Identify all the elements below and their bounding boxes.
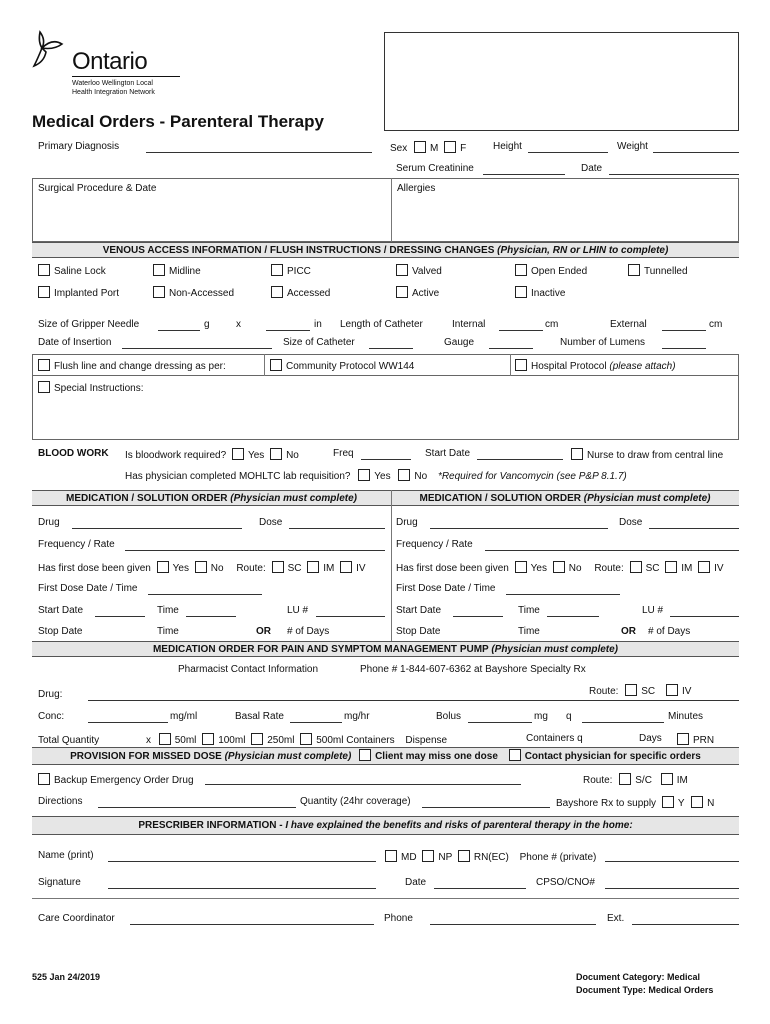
num-lumens-label: Number of Lumens <box>560 337 646 348</box>
active-option[interactable]: Active <box>396 286 439 299</box>
height-field[interactable] <box>528 143 608 153</box>
qty-50ml-checkbox[interactable] <box>159 733 171 745</box>
bloodwork-required-row: Is bloodwork required? Yes No <box>125 450 299 461</box>
med1-start-time-field[interactable] <box>186 607 236 617</box>
g-unit: g <box>204 319 210 330</box>
sex-label: Sex <box>390 143 408 154</box>
external-label: External <box>610 319 647 330</box>
in-unit: in <box>314 319 322 330</box>
missed-route-sc-checkbox[interactable] <box>619 773 631 785</box>
freq-label: Freq <box>333 448 354 459</box>
implanted-port-option[interactable]: Implanted Port <box>38 286 119 299</box>
med2-first-dose-no-checkbox[interactable] <box>553 561 565 573</box>
med1-stop-date-label: Stop Date <box>38 626 83 637</box>
implanted-port-checkbox[interactable] <box>38 286 50 298</box>
med2-first-dose-date-label: First Dose Date / Time <box>396 583 496 594</box>
weight-label: Weight <box>617 141 648 152</box>
sex-m-checkbox[interactable] <box>414 141 426 153</box>
med1-lu-field[interactable] <box>316 607 385 617</box>
bayshore-y-checkbox[interactable] <box>662 796 674 808</box>
med1-stop-time-label: Time <box>157 626 179 637</box>
valved-checkbox[interactable] <box>396 264 408 276</box>
pump-route-iv-checkbox[interactable] <box>666 684 678 696</box>
serum-creatinine-label: Serum Creatinine <box>396 163 474 174</box>
rnec-checkbox[interactable] <box>458 850 470 862</box>
num-lumens-field[interactable] <box>662 339 706 349</box>
care-coordinator-field[interactable] <box>130 915 374 925</box>
backup-drug-field[interactable] <box>205 775 521 785</box>
bolus-label: Bolus <box>436 711 462 722</box>
freq-field[interactable] <box>361 450 411 460</box>
date-insertion-field[interactable] <box>122 339 272 349</box>
pump-drug-label: Drug: <box>38 689 63 700</box>
missed-route-row: Route: S/C IM <box>583 775 688 786</box>
prescriber-name-field[interactable] <box>108 852 376 862</box>
gauge-label: Gauge <box>444 337 475 348</box>
creatinine-date-field[interactable] <box>609 165 739 175</box>
medication-band-right: MEDICATION / SOLUTION ORDER (Physician must complete) <box>391 490 739 506</box>
client-miss-checkbox[interactable] <box>359 749 371 761</box>
primary-diagnosis-label: Primary Diagnosis <box>38 141 120 152</box>
qty-500ml-checkbox[interactable] <box>300 733 312 745</box>
directions-label: Directions <box>38 796 83 807</box>
med1-route-im-checkbox[interactable] <box>307 561 319 573</box>
md-checkbox[interactable] <box>385 850 397 862</box>
pump-route-sc-checkbox[interactable] <box>625 684 637 696</box>
sex-f-checkbox[interactable] <box>444 141 456 153</box>
med1-first-dose-date-label: First Dose Date / Time <box>38 583 138 594</box>
ontario-logo <box>32 30 182 102</box>
backup-drug-option[interactable]: Backup Emergency Order Drug <box>38 773 194 786</box>
med2-or-label: OR <box>621 626 636 637</box>
bayshore-n-checkbox[interactable] <box>691 796 703 808</box>
internal-label: Internal <box>452 319 486 330</box>
logo-rule <box>72 76 180 77</box>
tunnelled-option[interactable]: Tunnelled <box>628 264 688 277</box>
size-catheter-field[interactable] <box>369 339 413 349</box>
mgml-unit: mg/ml <box>170 711 198 722</box>
prescriber-band: PRESCRIBER INFORMATION - I have explained the benefits and risks of parenteral therapy in the home: <box>32 816 739 835</box>
med2-lu-label: LU # <box>642 605 664 616</box>
document-type: Document Type: Medical Orders <box>576 985 714 995</box>
np-checkbox[interactable] <box>422 850 434 862</box>
community-protocol-option[interactable]: Community Protocol WW144 <box>270 359 414 372</box>
nurse-draw-checkbox[interactable] <box>571 448 583 460</box>
med1-or-label: OR <box>256 626 271 637</box>
prn-option[interactable]: PRN <box>677 733 714 746</box>
basal-rate-label: Basal Rate <box>235 711 284 722</box>
total-quantity-row: Total Quantity x 50ml 100ml 250ml 500ml Containers Dispense <box>38 735 448 746</box>
med2-freq-field[interactable] <box>485 541 739 551</box>
pump-route-row: Route: SC IV <box>589 686 692 697</box>
bayshore-supply-row: Bayshore Rx to supply Y N <box>556 798 715 809</box>
prn-checkbox[interactable] <box>677 733 689 745</box>
accessed-option[interactable]: Accessed <box>271 286 330 299</box>
hospital-protocol-checkbox[interactable] <box>515 359 527 371</box>
med1-first-dose-no-checkbox[interactable] <box>195 561 207 573</box>
cpso-label: CPSO/CNO# <box>536 877 595 888</box>
directions-field[interactable] <box>98 798 296 808</box>
med2-start-date-label: Start Date <box>396 605 442 616</box>
page-title: Medical Orders - Parenteral Therapy <box>32 112 324 131</box>
serum-creatinine-field[interactable] <box>483 165 565 175</box>
gripper-gauge-field[interactable] <box>158 321 200 331</box>
hospital-protocol-option[interactable]: Hospital Protocol (please attach) <box>515 359 676 372</box>
med2-drug-field[interactable] <box>430 519 608 529</box>
med2-drug-label: Drug <box>396 517 418 528</box>
med1-freq-label: Frequency / Rate <box>38 539 115 550</box>
containers-q-label: Containers q <box>526 733 583 744</box>
saline-lock-checkbox[interactable] <box>38 264 50 276</box>
form-id: 525 Jan 24/2019 <box>32 972 101 982</box>
sex-m-label: M <box>430 143 439 154</box>
gripper-size-label: Size of Gripper Needle <box>38 319 140 330</box>
bloodwork-no-checkbox[interactable] <box>270 448 282 460</box>
sex-row <box>390 141 466 154</box>
q-label: q <box>566 711 572 722</box>
internal-field[interactable] <box>499 321 543 331</box>
contact-physician-checkbox[interactable] <box>509 749 521 761</box>
care-phone-field[interactable] <box>430 915 596 925</box>
med1-drug-label: Drug <box>38 517 60 528</box>
bloodwork-yes-checkbox[interactable] <box>232 448 244 460</box>
med1-start-date-field[interactable] <box>95 607 145 617</box>
med1-start-date-label: Start Date <box>38 605 84 616</box>
qty-100ml-checkbox[interactable] <box>202 733 214 745</box>
surgical-label: Surgical Procedure & Date <box>38 183 157 194</box>
saline-lock-option[interactable]: Saline Lock <box>38 264 106 277</box>
med2-stop-date-label: Stop Date <box>396 626 441 637</box>
valved-option[interactable]: Valved <box>396 264 442 277</box>
med1-first-dose-date-field[interactable] <box>148 585 262 595</box>
med2-stop-time-label: Time <box>518 626 540 637</box>
nurse-draw-option[interactable]: Nurse to draw from central line <box>571 448 723 461</box>
care-phone-label: Phone <box>384 913 413 924</box>
care-ext-label: Ext. <box>607 913 625 924</box>
med2-freq-label: Frequency / Rate <box>396 539 473 550</box>
picc-option[interactable]: PICC <box>271 264 311 277</box>
active-checkbox[interactable] <box>396 286 408 298</box>
flush-line-checkbox[interactable] <box>38 359 50 371</box>
external-field[interactable] <box>662 321 706 331</box>
community-protocol-checkbox[interactable] <box>270 359 282 371</box>
med1-route-sc-checkbox[interactable] <box>272 561 284 573</box>
med1-freq-field[interactable] <box>125 541 385 551</box>
medication-band-left: MEDICATION / SOLUTION ORDER (Physician must complete) <box>32 490 391 506</box>
bolus-interval-field[interactable] <box>582 713 664 723</box>
patient-label-box[interactable] <box>384 32 739 131</box>
conc-label: Conc: <box>38 711 65 722</box>
phone-private-field[interactable] <box>605 852 739 862</box>
signature-label: Signature <box>38 877 81 888</box>
cpso-field[interactable] <box>605 879 739 889</box>
inactive-option[interactable]: Inactive <box>515 286 565 299</box>
weight-field[interactable] <box>653 143 739 153</box>
mg-unit: mg <box>534 711 548 722</box>
bloodwork-label: BLOOD WORK <box>38 448 109 459</box>
date-insertion-label: Date of Insertion <box>38 337 112 348</box>
accessed-checkbox[interactable] <box>271 286 283 298</box>
bayshore-phone: Phone # 1-844-607-6362 at Bayshore Specialty Rx <box>360 664 586 675</box>
med2-dose-field[interactable] <box>649 519 739 529</box>
med2-route-sc-checkbox[interactable] <box>630 561 642 573</box>
picc-checkbox[interactable] <box>271 264 283 276</box>
med1-first-dose-yes-checkbox[interactable] <box>157 561 169 573</box>
days-label: Days <box>639 733 662 744</box>
med2-start-date-field[interactable] <box>453 607 503 617</box>
med2-route-im-checkbox[interactable] <box>665 561 677 573</box>
length-catheter-label: Length of Catheter <box>340 319 423 330</box>
divider <box>391 178 392 242</box>
care-ext-field[interactable] <box>632 915 739 925</box>
med2-first-dose-date-field[interactable] <box>506 585 620 595</box>
med1-lu-label: LU # <box>287 605 309 616</box>
venous-band: VENOUS ACCESS INFORMATION / FLUSH INSTRUCTIONS / DRESSING CHANGES (Physician, RN or LHIN to complete) <box>32 242 739 258</box>
open-ended-checkbox[interactable] <box>515 264 527 276</box>
pump-band: MEDICATION ORDER FOR PAIN AND SYMPTOM MANAGEMENT PUMP (Physician must complete) <box>32 641 739 657</box>
quantity-field[interactable] <box>422 798 550 808</box>
prescriber-date-label: Date <box>405 877 427 888</box>
height-label: Height <box>493 141 522 152</box>
missed-route-im-checkbox[interactable] <box>661 773 673 785</box>
minutes-unit: Minutes <box>668 711 704 722</box>
med1-first-dose-row: Has first dose been given Yes No Route: SC IM IV <box>38 563 366 574</box>
primary-diagnosis-field[interactable] <box>146 143 372 153</box>
flush-line-option[interactable]: Flush line and change dressing as per: <box>38 359 226 372</box>
midline-option[interactable]: Midline <box>153 264 201 277</box>
basal-rate-field[interactable] <box>290 713 342 723</box>
cm-unit-1: cm <box>545 319 559 330</box>
med2-lu-field[interactable] <box>670 607 739 617</box>
x-sep: x <box>236 319 241 330</box>
mghr-unit: mg/hr <box>344 711 370 722</box>
org-name: Ontario <box>72 48 148 75</box>
divider <box>391 490 392 642</box>
med2-dose-label: Dose <box>619 517 643 528</box>
prescriber-date-field[interactable] <box>434 879 526 889</box>
special-instructions-checkbox[interactable] <box>38 381 50 393</box>
signature-field[interactable] <box>108 879 376 889</box>
med1-drug-field[interactable] <box>72 519 242 529</box>
pharmacist-label: Pharmacist Contact Information <box>178 664 319 675</box>
bolus-field[interactable] <box>468 713 532 723</box>
org-sub2: Health Integration Network <box>72 89 155 96</box>
med2-start-time-field[interactable] <box>547 607 599 617</box>
conc-field[interactable] <box>88 713 168 723</box>
mohltc-yes-checkbox[interactable] <box>358 469 370 481</box>
med1-route-iv-checkbox[interactable] <box>340 561 352 573</box>
med2-route-iv-checkbox[interactable] <box>698 561 710 573</box>
med2-first-dose-row: Has first dose been given Yes No Route: SC IM IV <box>396 563 724 574</box>
cm-unit-2: cm <box>709 319 723 330</box>
midline-checkbox[interactable] <box>153 264 165 276</box>
non-accessed-option[interactable]: Non-Accessed <box>153 286 234 299</box>
allergies-label: Allergies <box>397 183 436 194</box>
qty-250ml-checkbox[interactable] <box>251 733 263 745</box>
document-category: Document Category: Medical <box>576 972 701 982</box>
med2-start-time-label: Time <box>518 605 540 616</box>
med1-dose-label: Dose <box>259 517 283 528</box>
trillium-icon <box>32 30 76 74</box>
mohltc-row: Has physician completed MOHLTC lab requisition? Yes No *Required for Vancomycin (see P&P 8.1.7) <box>125 471 627 482</box>
quantity-label: Quantity (24hr coverage) <box>300 796 411 807</box>
divider <box>32 898 739 899</box>
care-coordinator-label: Care Coordinator <box>38 913 115 924</box>
med1-dose-field[interactable] <box>289 519 385 529</box>
open-ended-option[interactable]: Open Ended <box>515 264 587 277</box>
bw-start-date-field[interactable] <box>477 450 563 460</box>
missed-dose-band: PROVISION FOR MISSED DOSE (Physician must complete) Client may miss one dose Contact physician for specific orders <box>32 747 739 765</box>
med1-days-label: # of Days <box>287 626 330 637</box>
med2-first-dose-yes-checkbox[interactable] <box>515 561 527 573</box>
tunnelled-checkbox[interactable] <box>628 264 640 276</box>
prescriber-type-row: MD NP RN(EC) Phone # (private) <box>385 850 596 863</box>
creatinine-date-label: Date <box>581 163 603 174</box>
med1-start-time-label: Time <box>157 605 179 616</box>
inactive-checkbox[interactable] <box>515 286 527 298</box>
gauge-field[interactable] <box>489 339 533 349</box>
gripper-length-field[interactable] <box>266 321 310 331</box>
divider <box>510 354 511 376</box>
sex-f-label: F <box>460 143 467 154</box>
divider <box>264 354 265 376</box>
special-instructions-option[interactable]: Special Instructions: <box>38 381 144 394</box>
mohltc-no-checkbox[interactable] <box>398 469 410 481</box>
non-accessed-checkbox[interactable] <box>153 286 165 298</box>
size-catheter-label: Size of Catheter <box>283 337 355 348</box>
bw-start-date-label: Start Date <box>425 448 471 459</box>
backup-drug-checkbox[interactable] <box>38 773 50 785</box>
med2-days-label: # of Days <box>648 626 691 637</box>
prescriber-name-label: Name (print) <box>38 850 94 861</box>
org-sub1: Waterloo Wellington Local <box>72 80 153 87</box>
